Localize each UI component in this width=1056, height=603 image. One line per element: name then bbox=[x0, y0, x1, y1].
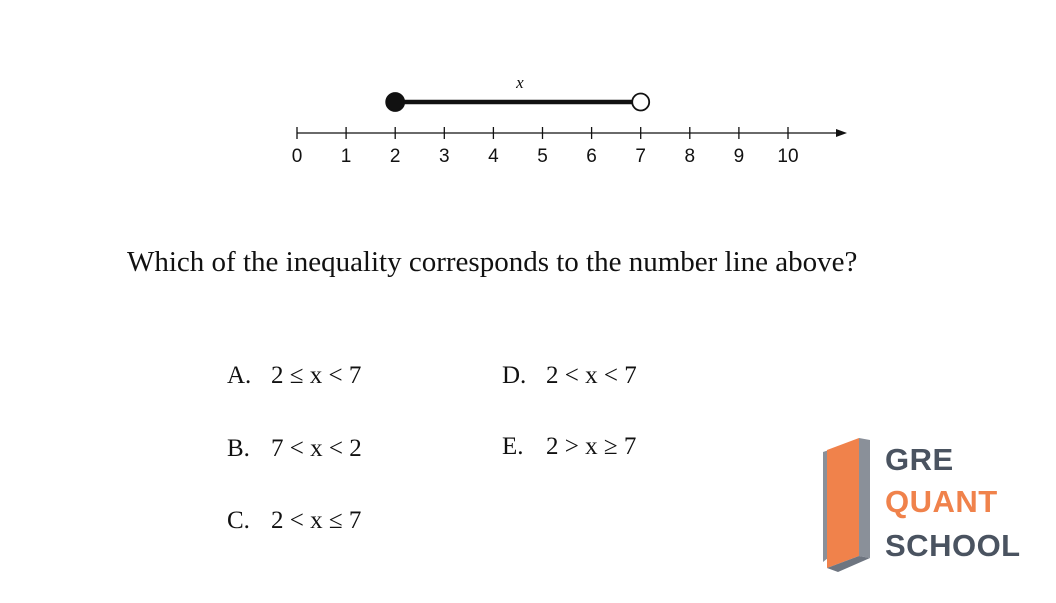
choice-b[interactable] bbox=[227, 435, 362, 463]
tick-label: 5 bbox=[537, 146, 548, 167]
number-line bbox=[0, 0, 1056, 200]
choice-letter: C. bbox=[227, 507, 250, 534]
choice-d[interactable] bbox=[502, 362, 637, 390]
choice-expression: 2 < x < 7 bbox=[546, 362, 637, 389]
choice-expression: 7 < x < 2 bbox=[271, 435, 362, 462]
book-icon bbox=[820, 438, 880, 573]
choice-expression: 2 ≤ x < 7 bbox=[271, 362, 362, 389]
choice-letter: D. bbox=[502, 362, 527, 389]
tick-label: 2 bbox=[389, 146, 401, 167]
choice-letter: A. bbox=[227, 362, 252, 389]
choice-c[interactable] bbox=[227, 507, 361, 535]
tick-label: 9 bbox=[733, 146, 745, 167]
logo-text-school: SCHOOL bbox=[885, 528, 1021, 563]
logo-text-gre: GRE bbox=[885, 442, 954, 477]
tick-label: 7 bbox=[635, 146, 646, 167]
arrow-head-icon bbox=[836, 129, 847, 137]
choice-a[interactable] bbox=[227, 362, 361, 390]
tick-label: 8 bbox=[684, 146, 696, 167]
choice-expression: 2 > x ≥ 7 bbox=[546, 433, 637, 460]
tick-label: 3 bbox=[439, 146, 450, 167]
choice-letter: B. bbox=[227, 435, 250, 462]
tick-label: 10 bbox=[777, 146, 799, 167]
logo-text-quant: QUANT bbox=[885, 484, 998, 519]
tick-label: 6 bbox=[586, 146, 597, 167]
tick-label: 4 bbox=[488, 146, 499, 167]
tick-label: 1 bbox=[340, 146, 352, 167]
closed-endpoint bbox=[386, 93, 404, 111]
open-endpoint bbox=[632, 94, 649, 111]
choice-e[interactable] bbox=[502, 433, 636, 461]
tick-label: 0 bbox=[291, 146, 303, 167]
variable-label: x bbox=[516, 73, 524, 92]
choice-letter: E. bbox=[502, 433, 524, 460]
question-text: Which of the inequality corresponds to the number line above? bbox=[127, 246, 858, 278]
choice-expression: 2 < x ≤ 7 bbox=[271, 507, 362, 534]
gre-quant-school-logo bbox=[820, 438, 1021, 573]
